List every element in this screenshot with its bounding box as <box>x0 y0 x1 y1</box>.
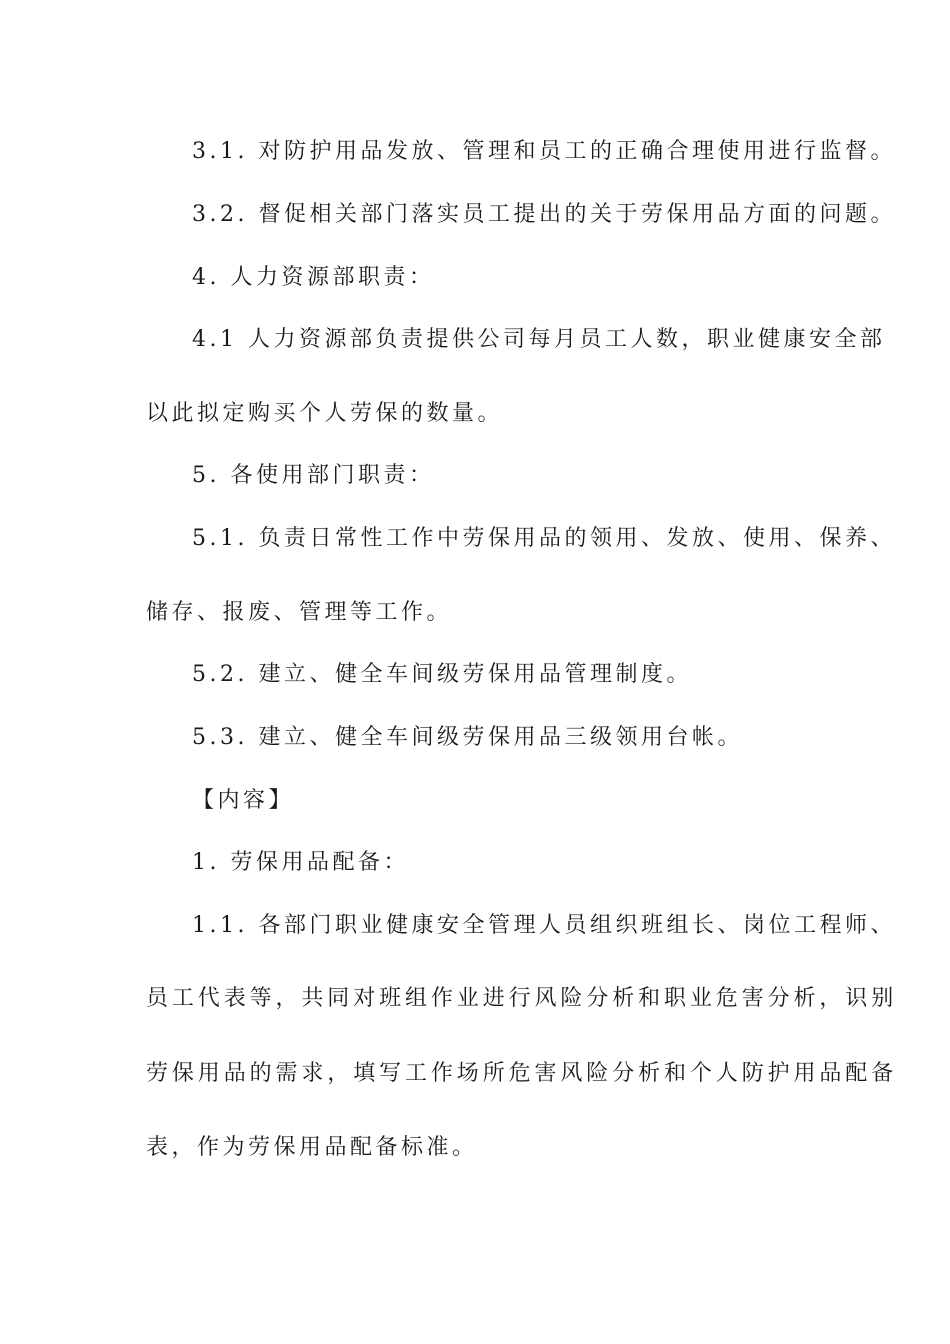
paragraph-5-2: 5.2. 建立、健全车间级劳保用品管理制度。 <box>192 662 692 687</box>
paragraph-3-1: 3.1. 对防护用品发放、管理和员工的正确合理使用进行监督。 <box>192 139 896 164</box>
paragraph-1-1-line-4: 表，作为劳保用品配备标准。 <box>146 1135 478 1160</box>
heading-1-equipment-provision: 1. 劳保用品配备： <box>192 850 409 875</box>
paragraph-1-1-line-3: 劳保用品的需求，填写工作场所危害风险分析和个人防护用品配备 <box>146 1061 898 1086</box>
heading-4-hr-duties: 4. 人力资源部职责： <box>192 265 435 290</box>
paragraph-4-1-line-1: 4.1 人力资源部负责提供公司每月员工人数，职业健康安全部 <box>192 327 886 352</box>
paragraph-4-1-line-2: 以此拟定购买个人劳保的数量。 <box>146 401 504 426</box>
section-heading-content: 【内容】 <box>192 788 295 813</box>
paragraph-5-1-line-2: 储存、报废、管理等工作。 <box>146 600 453 625</box>
paragraph-3-2: 3.2. 督促相关部门落实员工提出的关于劳保用品方面的问题。 <box>192 202 896 227</box>
paragraph-1-1-line-2: 员工代表等，共同对班组作业进行风险分析和职业危害分析，识别 <box>146 986 898 1011</box>
paragraph-5-3: 5.3. 建立、健全车间级劳保用品三级领用台帐。 <box>192 725 743 750</box>
paragraph-1-1-line-1: 1.1. 各部门职业健康安全管理人员组织班组长、岗位工程师、 <box>192 913 896 938</box>
heading-5-department-duties: 5. 各使用部门职责： <box>192 463 435 488</box>
paragraph-5-1-line-1: 5.1. 负责日常性工作中劳保用品的领用、发放、使用、保养、 <box>192 526 896 551</box>
